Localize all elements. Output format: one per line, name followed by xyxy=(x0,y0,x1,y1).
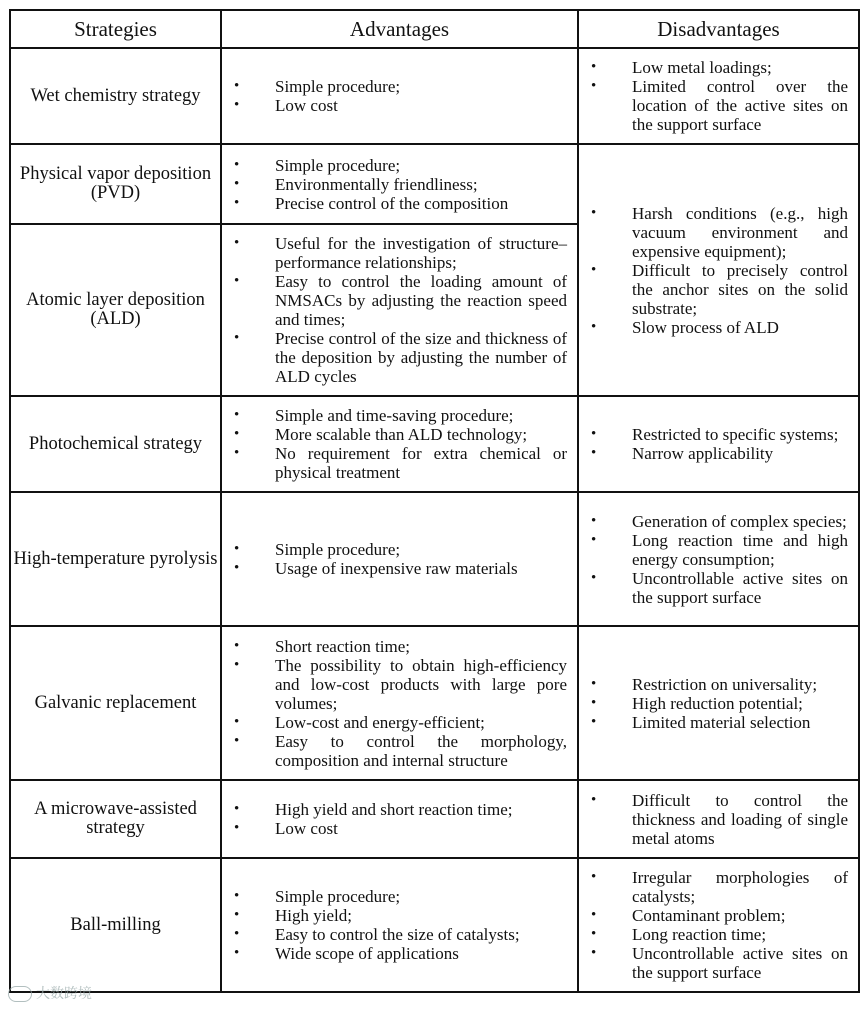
list-item: • Difficult to control the thickness and loading of single metal atoms xyxy=(589,791,848,848)
list-item: • Precise control of the composition xyxy=(232,194,567,213)
list-item: • Simple procedure; xyxy=(232,156,567,175)
list-item: • Irregular morphologies of catalysts; xyxy=(589,868,848,906)
strategy-cell: High-temperature pyrolysis xyxy=(10,492,221,626)
list-item: • High yield; xyxy=(232,906,567,925)
list-item: • Uncontrollable active sites on the support surface xyxy=(589,569,848,607)
list-item: • Easy to control the loading amount of NMSACs by adjusting the reaction speed and times; xyxy=(232,272,567,329)
list-item: • Precise control of the size and thickness of the deposition by adjusting the number of ALD cycles xyxy=(232,329,567,386)
list-item: • Simple procedure; xyxy=(232,540,567,559)
advantages-cell xyxy=(221,396,578,492)
list-item: • Usage of inexpensive raw materials xyxy=(232,559,567,578)
strategy-cell: Photochemical strategy xyxy=(10,396,221,492)
disadvantages-cell xyxy=(578,780,859,858)
list-item: • Limited control over the location of the active sites on the support surface xyxy=(589,77,848,134)
list-item: • Restricted to specific systems; xyxy=(589,425,848,444)
bullet-list xyxy=(222,156,577,213)
list-item: • Generation of complex species; xyxy=(589,512,848,531)
strategy-cell: Wet chemistry strategy xyxy=(10,48,221,144)
bullet-list xyxy=(222,234,577,386)
strategies-table xyxy=(9,9,860,993)
list-item: • Uncontrollable active sites on the support surface xyxy=(589,944,848,982)
watermark-logo-icon xyxy=(8,986,32,1002)
table-row xyxy=(10,144,859,224)
disadvantages-cell xyxy=(578,48,859,144)
list-item: • Harsh conditions (e.g., high vacuum environment and expensive equipment); xyxy=(589,204,848,261)
advantages-cell xyxy=(221,492,578,626)
bullet-list xyxy=(222,637,577,770)
list-item: • Low cost xyxy=(232,96,567,115)
strategy-cell: Ball-milling xyxy=(10,858,221,992)
bullet-list xyxy=(579,868,858,982)
header-row xyxy=(10,10,859,48)
strategy-cell: Physical vapor deposition (PVD) xyxy=(10,144,221,224)
disadvantages-cell xyxy=(578,858,859,992)
list-item: • Long reaction time; xyxy=(589,925,848,944)
bullet-list xyxy=(222,800,577,838)
list-item: • Contaminant problem; xyxy=(589,906,848,925)
list-item: • Slow process of ALD xyxy=(589,318,848,337)
disadvantages-cell xyxy=(578,492,859,626)
strategy-cell: A microwave-assisted strategy xyxy=(10,780,221,858)
table-row xyxy=(10,396,859,492)
table-row xyxy=(10,48,859,144)
table-row xyxy=(10,858,859,992)
bullet-list xyxy=(222,887,577,963)
bullet-list xyxy=(579,425,858,463)
table-row xyxy=(10,780,859,858)
disadvantages-cell xyxy=(578,396,859,492)
list-item: • Useful for the investigation of structure–performance relationships; xyxy=(232,234,567,272)
advantages-cell xyxy=(221,780,578,858)
list-item: • Low cost xyxy=(232,819,567,838)
list-item: • High reduction potential; xyxy=(589,694,848,713)
list-item: • Environmentally friendliness; xyxy=(232,175,567,194)
list-item: • Low metal loadings; xyxy=(589,58,848,77)
advantages-cell xyxy=(221,144,578,224)
table-row xyxy=(10,492,859,626)
list-item: • Wide scope of applications xyxy=(232,944,567,963)
list-item: • The possibility to obtain high-efficiency and low-cost products with large pore volumes; xyxy=(232,656,567,713)
list-item: • Short reaction time; xyxy=(232,637,567,656)
advantages-cell xyxy=(221,224,578,396)
list-item: • Easy to control the morphology, composition and internal structure xyxy=(232,732,567,770)
list-item: • Simple procedure; xyxy=(232,887,567,906)
watermark: 大数跨境 xyxy=(8,983,92,1003)
strategy-cell: Atomic layer deposition (ALD) xyxy=(10,224,221,396)
bullet-list xyxy=(579,58,858,134)
list-item: • Simple and time-saving procedure; xyxy=(232,406,567,425)
header-strategies: Strategies xyxy=(10,10,221,48)
list-item: • More scalable than ALD technology; xyxy=(232,425,567,444)
list-item: • Simple procedure; xyxy=(232,77,567,96)
bullet-list xyxy=(579,512,858,607)
advantages-cell xyxy=(221,858,578,992)
header-disadvantages: Disadvantages xyxy=(578,10,859,48)
bullet-list xyxy=(579,791,858,848)
list-item: • Limited material selection xyxy=(589,713,848,732)
list-item: • Low-cost and energy-efficient; xyxy=(232,713,567,732)
table-row xyxy=(10,626,859,780)
list-item: • Long reaction time and high energy consumption; xyxy=(589,531,848,569)
list-item: • Narrow applicability xyxy=(589,444,848,463)
advantages-cell xyxy=(221,626,578,780)
bullet-list xyxy=(222,406,577,482)
bullet-list xyxy=(579,675,858,732)
header-advantages: Advantages xyxy=(221,10,578,48)
bullet-list xyxy=(579,204,858,337)
strategy-cell: Galvanic replacement xyxy=(10,626,221,780)
list-item: • Restriction on universality; xyxy=(589,675,848,694)
advantages-cell xyxy=(221,48,578,144)
bullet-list xyxy=(222,77,577,115)
list-item: • High yield and short reaction time; xyxy=(232,800,567,819)
list-item: • No requirement for extra chemical or physical treatment xyxy=(232,444,567,482)
disadvantages-cell xyxy=(578,626,859,780)
list-item: • Easy to control the size of catalysts; xyxy=(232,925,567,944)
list-item: • Difficult to precisely control the anchor sites on the solid substrate; xyxy=(589,261,848,318)
disadvantages-cell xyxy=(578,144,859,396)
bullet-list xyxy=(222,540,577,578)
